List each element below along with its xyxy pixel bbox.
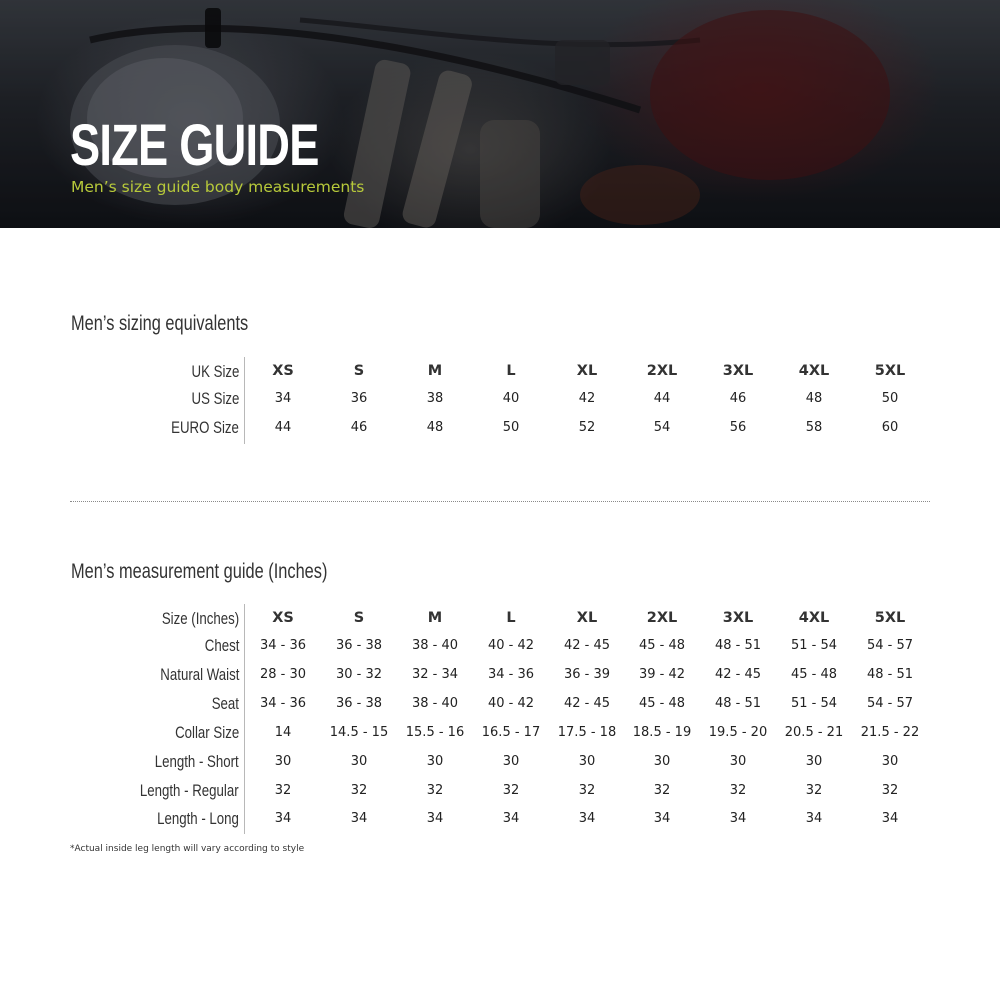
table-row bbox=[0, 660, 1000, 689]
table-cell: 46 bbox=[729, 391, 747, 406]
table-cell: 34 bbox=[274, 391, 292, 406]
section-divider bbox=[70, 501, 930, 502]
table-cell: 34 bbox=[729, 811, 747, 826]
size-header-cell: 5XL bbox=[874, 363, 906, 379]
row-label: Natural Waist bbox=[159, 665, 239, 684]
table-header-row bbox=[0, 357, 1000, 386]
row-label: Length - Regular bbox=[140, 781, 239, 800]
table-cell: 54 - 57 bbox=[866, 638, 914, 653]
size-header-cell: M bbox=[427, 363, 443, 379]
table-cell: 48 - 51 bbox=[714, 638, 762, 653]
size-header-cell: S bbox=[353, 363, 365, 379]
table-cell: 34 bbox=[502, 811, 520, 826]
table-cell: 18.5 - 19 bbox=[632, 725, 692, 740]
table-cell: 32 bbox=[274, 783, 292, 798]
table-row bbox=[0, 776, 1000, 805]
row-label: Length - Short bbox=[154, 752, 239, 771]
table-cell: 30 bbox=[729, 754, 747, 769]
table-cell: 30 bbox=[502, 754, 520, 769]
table-cell: 30 - 32 bbox=[335, 667, 383, 682]
page-subtitle: Men’s size guide body measurements bbox=[71, 178, 365, 196]
size-header-cell: S bbox=[353, 610, 365, 626]
table-cell: 45 - 48 bbox=[638, 696, 686, 711]
table-cell: 34 bbox=[805, 811, 823, 826]
size-header-cell: 3XL bbox=[722, 610, 754, 626]
table-cell: 30 bbox=[881, 754, 899, 769]
table-cell: 32 bbox=[805, 783, 823, 798]
table-cell: 40 bbox=[502, 391, 520, 406]
table-cell: 30 bbox=[274, 754, 292, 769]
size-header-cell: 2XL bbox=[646, 363, 678, 379]
table-row bbox=[0, 384, 1000, 413]
table-cell: 14 bbox=[274, 725, 292, 740]
table-cell: 32 bbox=[881, 783, 899, 798]
size-header-cell: 2XL bbox=[646, 610, 678, 626]
table-cell: 36 - 38 bbox=[335, 638, 383, 653]
table-row bbox=[0, 689, 1000, 718]
table-cell: 46 bbox=[350, 420, 368, 435]
table-cell: 42 bbox=[578, 391, 596, 406]
table-cell: 32 bbox=[578, 783, 596, 798]
table-cell: 40 - 42 bbox=[487, 696, 535, 711]
table-cell: 32 bbox=[350, 783, 368, 798]
table-cell: 50 bbox=[502, 420, 520, 435]
table-row bbox=[0, 718, 1000, 747]
table-cell: 60 bbox=[881, 420, 899, 435]
table-cell: 16.5 - 17 bbox=[481, 725, 541, 740]
table-cell: 30 bbox=[350, 754, 368, 769]
table-cell: 39 - 42 bbox=[638, 667, 686, 682]
table-row bbox=[0, 631, 1000, 660]
table-cell: 36 bbox=[350, 391, 368, 406]
size-header-cell: 4XL bbox=[798, 363, 830, 379]
table-cell: 34 bbox=[350, 811, 368, 826]
table-cell: 48 bbox=[426, 420, 444, 435]
table-cell: 21.5 - 22 bbox=[860, 725, 920, 740]
table-cell: 40 - 42 bbox=[487, 638, 535, 653]
table-cell: 30 bbox=[426, 754, 444, 769]
row-label: EURO Size bbox=[171, 418, 239, 437]
table-cell: 45 - 48 bbox=[790, 667, 838, 682]
table-row bbox=[0, 413, 1000, 442]
table-cell: 34 - 36 bbox=[487, 667, 535, 682]
table-cell: 45 - 48 bbox=[638, 638, 686, 653]
table-header-row bbox=[0, 604, 1000, 633]
row-label: Collar Size bbox=[174, 723, 239, 742]
table-cell: 51 - 54 bbox=[790, 638, 838, 653]
table-cell: 54 bbox=[653, 420, 671, 435]
table-cell: 32 bbox=[502, 783, 520, 798]
table-cell: 15.5 - 16 bbox=[405, 725, 465, 740]
table-row bbox=[0, 804, 1000, 833]
row-label: UK Size bbox=[191, 362, 239, 381]
page-title: SIZE GUIDE bbox=[70, 113, 319, 178]
table-cell: 34 bbox=[881, 811, 899, 826]
size-header-cell: 5XL bbox=[874, 610, 906, 626]
table-cell: 30 bbox=[805, 754, 823, 769]
table-cell: 14.5 - 15 bbox=[329, 725, 389, 740]
table-cell: 48 - 51 bbox=[866, 667, 914, 682]
footnote: *Actual inside leg length will vary according to style bbox=[70, 844, 305, 854]
table-cell: 32 - 34 bbox=[411, 667, 459, 682]
measurements-table bbox=[0, 604, 1000, 834]
table-cell: 54 - 57 bbox=[866, 696, 914, 711]
table-cell: 44 bbox=[274, 420, 292, 435]
measurements-section-title: Men’s measurement guide (Inches) bbox=[71, 560, 328, 583]
table-cell: 36 - 39 bbox=[563, 667, 611, 682]
row-label: Seat bbox=[211, 694, 239, 713]
table-cell: 32 bbox=[653, 783, 671, 798]
table-cell: 34 bbox=[426, 811, 444, 826]
table-cell: 56 bbox=[729, 420, 747, 435]
table-cell: 42 - 45 bbox=[563, 696, 611, 711]
table-cell: 51 - 54 bbox=[790, 696, 838, 711]
table-cell: 42 - 45 bbox=[563, 638, 611, 653]
equivalents-section-title: Men’s sizing equivalents bbox=[71, 312, 249, 335]
size-header-cell: 4XL bbox=[798, 610, 830, 626]
size-header-cell: XS bbox=[272, 363, 294, 379]
table-cell: 17.5 - 18 bbox=[557, 725, 617, 740]
table-cell: 34 - 36 bbox=[259, 638, 307, 653]
size-header-cell: L bbox=[506, 610, 516, 626]
table-cell: 42 - 45 bbox=[714, 667, 762, 682]
size-header-cell: XS bbox=[272, 610, 294, 626]
table-cell: 30 bbox=[578, 754, 596, 769]
table-cell: 20.5 - 21 bbox=[784, 725, 844, 740]
table-cell: 38 bbox=[426, 391, 444, 406]
row-label: Size (Inches) bbox=[161, 609, 239, 628]
table-cell: 28 - 30 bbox=[259, 667, 307, 682]
table-cell: 34 - 36 bbox=[259, 696, 307, 711]
table-row bbox=[0, 747, 1000, 776]
hero-banner bbox=[0, 0, 1000, 228]
table-cell: 44 bbox=[653, 391, 671, 406]
table-cell: 34 bbox=[274, 811, 292, 826]
table-cell: 32 bbox=[426, 783, 444, 798]
equivalents-table bbox=[0, 357, 1000, 444]
table-cell: 48 bbox=[805, 391, 823, 406]
row-label: Length - Long bbox=[157, 809, 239, 828]
table-cell: 38 - 40 bbox=[411, 638, 459, 653]
table-cell: 30 bbox=[653, 754, 671, 769]
table-cell: 48 - 51 bbox=[714, 696, 762, 711]
table-cell: 34 bbox=[578, 811, 596, 826]
table-cell: 32 bbox=[729, 783, 747, 798]
table-cell: 36 - 38 bbox=[335, 696, 383, 711]
size-header-cell: 3XL bbox=[722, 363, 754, 379]
size-header-cell: L bbox=[506, 363, 516, 379]
table-cell: 38 - 40 bbox=[411, 696, 459, 711]
table-cell: 50 bbox=[881, 391, 899, 406]
row-label: Chest bbox=[204, 636, 239, 655]
size-header-cell: M bbox=[427, 610, 443, 626]
table-cell: 58 bbox=[805, 420, 823, 435]
row-label: US Size bbox=[191, 389, 239, 408]
size-header-cell: XL bbox=[576, 363, 598, 379]
table-cell: 34 bbox=[653, 811, 671, 826]
table-cell: 19.5 - 20 bbox=[708, 725, 768, 740]
table-cell: 52 bbox=[578, 420, 596, 435]
size-header-cell: XL bbox=[576, 610, 598, 626]
